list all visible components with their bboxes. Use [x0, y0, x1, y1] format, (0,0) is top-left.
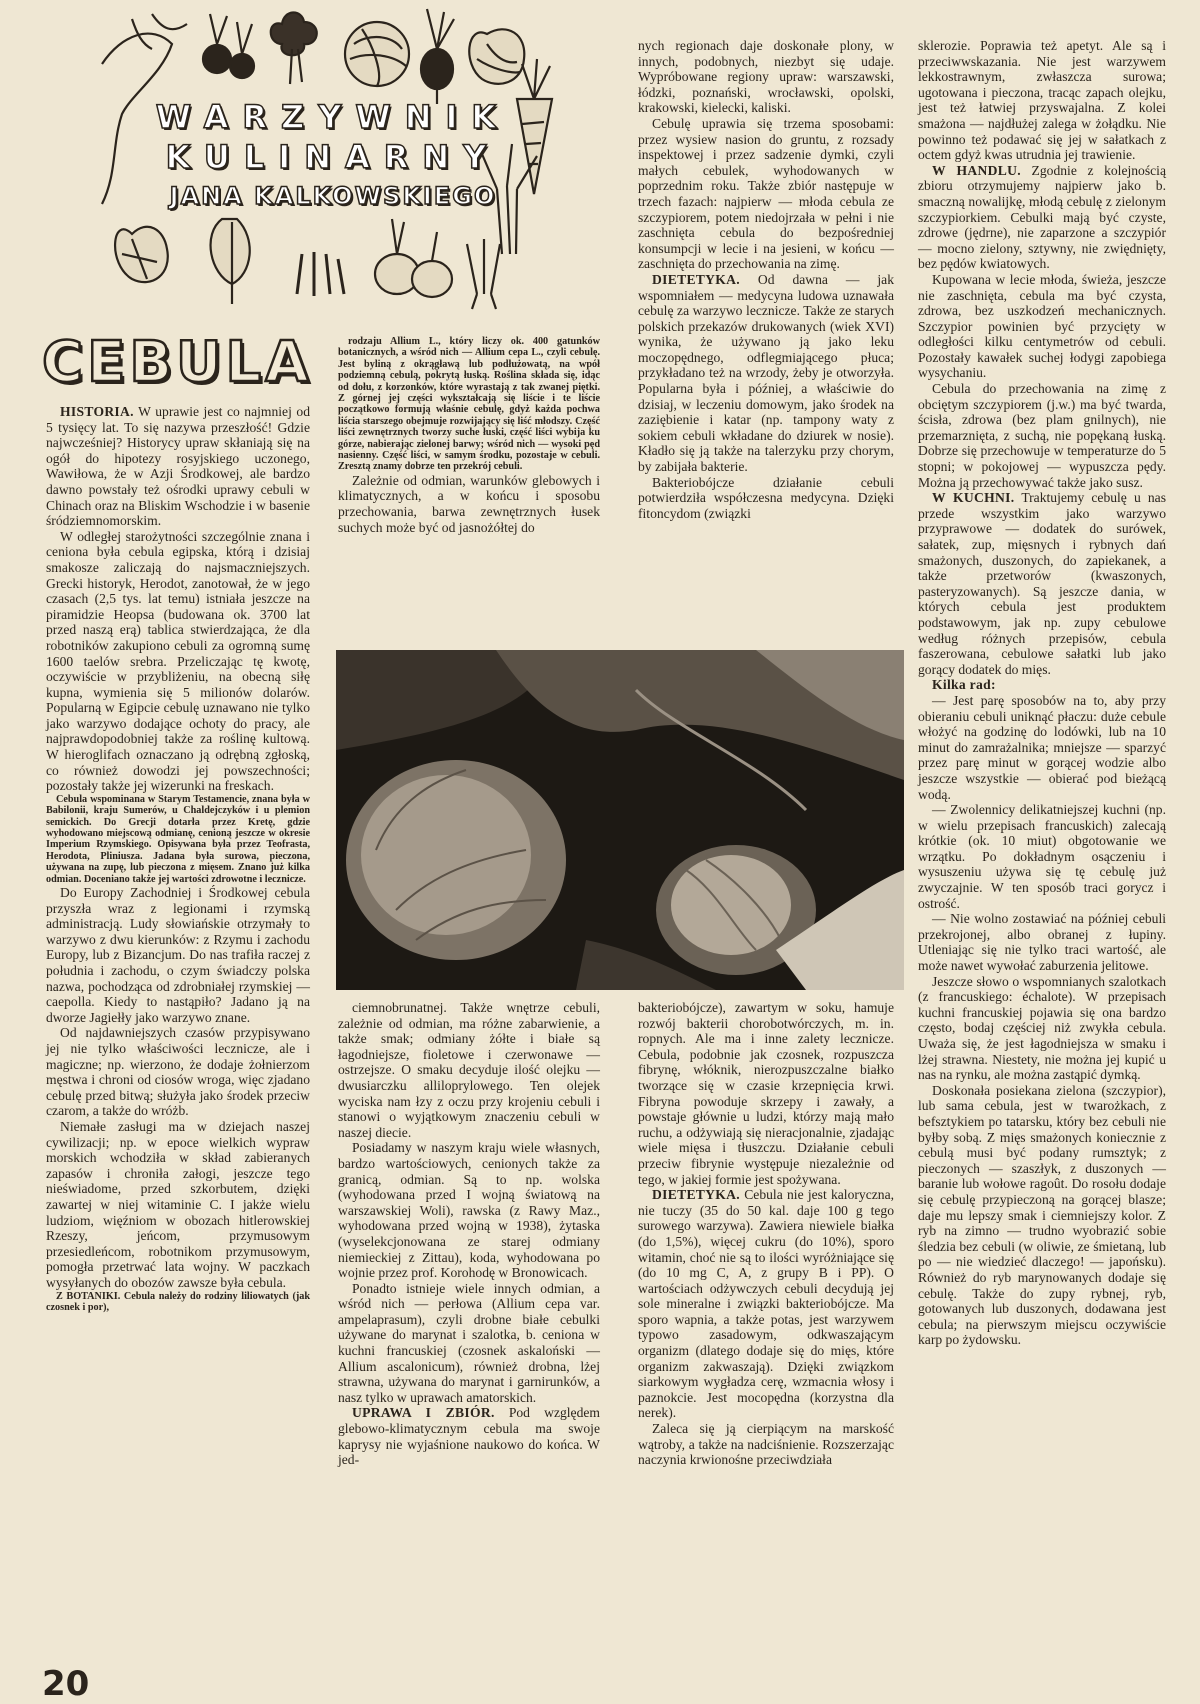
article-title: CEBULA	[42, 330, 313, 395]
column-1	[46, 404, 310, 1313]
paragraph: nych regionach daje doskonałe plony, w innych, podobnych, niezbyt się udaje. Wypróbowane regiony upraw: warszawski, łódzki, poznański, wrocławski, opolski, krakowski, kielecki, kaliski.	[638, 38, 894, 116]
paragraph: Bakteriobójcze działanie cebuli potwierdziła współczesna medycyna. Dzięki fitoncydom (związki	[638, 474, 894, 521]
column-2-bottom	[338, 1000, 600, 1468]
paragraph: Zgodnie z kolejnością zbioru otrzymujemy najpierw jako b. smaczną nowalijkę, młodą cebulę z zielonym szczypiorkiem. Cebulki mają być czyste, zdrowe (jędrne), nie zaparzone a szczypiór — mocno zielony, sztywny, nie zwiędnięty, bez pędów kwiatowych.	[918, 162, 1166, 272]
paragraph: Kupowana w lecie młoda, świeża, jeszcze nie zaschnięta, cebula ma być czysta, zdrowa, bez uszkodzeń mechanicznych. Szczypior powinien być przycięty w odległości kilku centymetrów od cebuli. Pozostały kawałek suchej łodygi zapobiega wysychaniu.	[918, 271, 1166, 381]
paragraph: Niemałe zasługi ma w dziejach naszej cywilizacji; np. w epoce wielkich wypraw morskich wchodziła w skład zabieranych zapasów i chroniła załogi, jeszcze tego nieświadome, przed szkorbutem, dzięki zawartej w niej witaminie C. I jakże wielu ludziom, więźniom w obozach hitlerowskiej Rzeszy, jeńcom, przymusowym przesiedleńcom, robotnikom przymusowym, pomogła przetrwać lata wojny. W paczkach wysyłanych do obozów zawsze była cebula.	[46, 1119, 310, 1290]
small-paragraph: Z BOTANIKI. Cebula należy do rodziny liliowatych (jak czosnek i por),	[46, 1290, 310, 1313]
paragraph: W uprawie jest co najmniej od 5 tysięcy lat. To się nazywa przeszłość! Gdzie najwcześniej? Historycy upraw skłaniają się na ogół do hipotezy rosyjskiego uczonego, Wawiłowa, że w Azji Środkowej, ale bardzo dawno powstały też ośrodki uprawy cebuli w Chinach oraz na Bliskim Wschodzie i w basenie śródziemnomorskim.	[46, 404, 310, 529]
masthead-line2: KULINARNY	[165, 138, 501, 176]
section-lead-dietetyka: DIETETYKA.	[652, 1187, 740, 1203]
paragraph: — Zwolennicy delikatniejszej kuchni (np. w wielu przepisach francuskich) zalecają krótkie (ok. 10 miut) obgotowanie we wrzątku. Po dokładnym osączeniu i wysuszeniu używa się tę cebulę już zwyczajnie. W ten sposób traci gorycz i ostrość.	[918, 802, 1166, 911]
page-number: 20	[42, 1664, 90, 1704]
column-3-bottom	[638, 1000, 894, 1468]
masthead-line3: JANA KALKOWSKIEGO	[169, 182, 497, 210]
paragraph: — Nie wolno zostawiać na później cebuli przekrojonej, albo obranej z łupiny. Utleniając się nie tylko traci wartość, ale może nawet wywołać zaburzenia jelitowe.	[918, 911, 1166, 974]
masthead	[148, 98, 518, 210]
paragraph: bakteriobójcze), zawartym w soku, hamuje rozwój bakterii chorobotwórczych, m. in. ropnych. Ale ma i inne zalety lecznicze. Cebula, podobnie jak czosnek, rozpuszcza fibrynę, włóknik, nierozpuszczalne białko tworzące się w czasie krzepnięcia krwi. Fibryna powoduje skrzepy i zawały, a powstaje głównie u ludzi, którzy mają mało ruchu, a odżywiają się nieracjonalnie, zjadając wiele mięsa i tłuszczu. Działanie cebuli przeciw fibrynie występuje niezależnie od tego, w jakiej formie jest spożywana.	[638, 1000, 894, 1187]
paragraph: Do Europy Zachodniej i Środkowej cebula przyszła wraz z legionami i rzymską administracją. Ludy słowiańskie otrzymały to warzywo z dwu kierunków: z Rzymu i zachodu Europy, lub z Bizancjum. Do nas trafiła raczej z południa i zachodu, o czym świadczy polska nazwa, pochodząca od zdrobniałej rzymskiej — caepolla. Kiedy to nastąpiło? Jadano ją na dworze Jagiełły jako warzywo znane.	[46, 885, 310, 1025]
paragraph: W odległej starożytności szczególnie znana i ceniona była cebula egipska, którą i dzisiaj smakosze zaliczają do najsmaczniejszych. Grecki historyk, Herodot, zanotował, że w jego czasach (2,5 tys. lat temu) istniała jeszcze na piramidzie Heopsa (budowana ok. 3700 lat przed naszą erą) tablica stwierdzająca, że dla robotników zakupiono cebuli za ogromną sumę 1600 taelów srebra. Przeliczając tę kwotę, oczywiście w przybliżeniu, na obecną siłę kupna, wymienia się 5 milionów dolarów. Popularną w Egipcie cebulę uznawano nie tylko jako warzywo dodające ochoty do pracy, ale najprawdopodobniej także za roślinę kultową. W hieroglifach oznaczano ją odrębną zgłoską, co również dowodzi jej powszechności; pozostały także jej wizerunki na freskach.	[46, 528, 310, 794]
paragraph: Pod względem glebowo-klimatycznym cebula ma swoje kaprysy nie wyjaśnione naukowo do końca. W jed-	[338, 1405, 600, 1468]
section-lead-dietetyka: DIETETYKA.	[652, 271, 740, 287]
paragraph: Ponadto istnieje wiele innych odmian, a wśród nich — perłowa (Allium cepa var. ampelaprasum), czyli drobne białe cebulki używane do marynat i szalotka, b. ceniona w kuchni francuskiej (czosnek askaloński — Allium ascalonicum), również drobna, lżej strawna, używana do marynat i garnirunków, a nasz tylko w uprawach amatorskich.	[338, 1280, 600, 1405]
paragraph: Cebula do przechowania na zimę z obciętym szczypiorem (j.w.) ma być twarda, ścisła, zdrowa (bez plam gnilnych), nie przemarznięta, z suchą, nie popękaną łuską. Dobrze się przechowuje w temperaturze do 5 stopni; w pokojowej — wypuszcza pędy. Można ją przechowywać także jako susz.	[918, 381, 1166, 490]
column-4	[918, 38, 1166, 1348]
small-paragraph: Cebula wspominana w Starym Testamencie, znana była w Babilonii, kraju Sumerów, u Chaldejczyków i u plemion semickich. Do Grecji dotarła przez Kretę, gdzie wyhodowano miejscową odmianę, cenioną jeszcze w okresie Imperium Rzymskiego. Opisywana była przez Teofrasta, Herodota, Pliniusza. Jadana była surowa, pieczona, używana na zupę, lub pieczona z mięsem. Znano już kilka odmian. Doceniano także jej wartości zdrowotne i lecznicze.	[46, 793, 310, 885]
paragraph: Zależnie od odmian, warunków glebowych i klimatycznych, a w końcu i sposobu przechowania, barwa zewnętrznych łusek suchych może być od jasnożółtej do	[338, 472, 600, 535]
masthead-line1: WARZYWNIK	[155, 98, 511, 136]
section-lead-uprawa: UPRAWA I ZBIÓR.	[352, 1405, 495, 1421]
column-3-top	[638, 38, 894, 521]
section-lead-kuchni: W KUCHNI.	[932, 490, 1015, 506]
paragraph: Zaleca się ją cierpiącym na marskość wątroby, a także na nadciśnienie. Rozszerzając naczynia krwionośne przeciwdziała	[638, 1421, 894, 1468]
small-paragraph: rodzaju Allium L., który liczy ok. 400 gatunków botanicznych, a wśród nich — Allium cepa L., czyli cebulę. Jest byliną z okrągławą lub podłużowatą, na wpół podziemną cebulą, pokrytą łuską. Roślina składa się, idąc od dołu, z korzonków, które wyrastają z tak zwanej piętki. Z górnej jej części wykształcają się liście i te liście początkowo formują właśnie cebulę, gdyż każda pochwa liścia starszego obejmuje rozwijający się liść młodszy. Część liści zewnętrznych tworzy suche łuski, część liści wybija ku górze, nabierając zielonej barwy; wśród nich — wysoki pęd nasienny. Część liści, w samym środku, pozostaje w cebuli. Zresztą znamy dobrze ten przekrój cebuli.	[338, 336, 600, 473]
column-2-top	[338, 336, 600, 535]
paragraph: Cebula nie jest kaloryczna, nie tuczy (35 do 50 kal. daje 100 g tego surowego warzywa). Zawiera niewiele białka (do 1,5%), więcej cukru (do 10%), sporo witamin, choć nie są to ilości wyróżniające się (do 10 mg C, A, z grupy B i PP). O wartościach odżywczych cebuli decydują jej sole mineralne i związki bakteriobójcze. Ma sporo wapnia, a także potas, jest warzywem typowo zasadowym, odkwaszającym organizm (dlatego dodaje się do mięs, które organizm zakwaszają). Dzięki związkom siarkowym wygładza cerę, wzmacnia włosy i paznokcie. Jest mocopędna (korzystna dla nerek).	[638, 1187, 894, 1421]
section-lead-historia: HISTORIA.	[60, 404, 134, 419]
onion-photo	[336, 650, 904, 990]
section-lead-handlu: W HANDLU.	[932, 162, 1021, 178]
paragraph: Od najdawniejszych czasów przypisywano jej nie tylko właściwości lecznicze, ale i magiczne; np. wierzono, że dodaje żołnierzom męstwa i chroni od ciosów wroga, więc zjadano cebulę przed bitwą; służyła jako środek przeciw czarom, a także do wróżb.	[46, 1025, 310, 1119]
section-lead-rady: Kilka rad:	[932, 677, 996, 693]
paragraph: Jeszcze słowo o wspomnianych szalotkach (z francuskiego: échalote). W przepisach kuchni francuskiej pojawia się ona bardzo często, bodaj częściej niż zwykła cebula. Uważa się, że jest łagodniejsza w smaku i lżej strawna. Niestety, nie można jej kupić u nas na rynku, ale można zastąpić dymką.	[918, 973, 1166, 1083]
paragraph: — Jest parę sposobów na to, aby przy obieraniu cebuli uniknąć płaczu: duże cebule włożyć na godzinę do lodówki, lub na 10 minut do zamrażalnika; mniejsze — sparzyć przez parę minut w gorącej wodzie albo jeszcze wszystkie — obierać pod bieżącą wodą.	[918, 692, 1166, 802]
paragraph: sklerozie. Poprawia też apetyt. Ale są i przeciwwskazania. Nie jest warzywem lekkostrawnym, zwłaszcza surowa; ugotowana i pieczona, tracąc zapach olejku, jest też łatwiej przyswajalna. Z kolei smażona — najdłużej zalega w żołądku. Nie powinno też podawać się jej w sałatkach z octem gdyż kwas utrudnia jej trawienie.	[918, 38, 1166, 163]
paragraph: Traktujemy cebulę u nas przede wszystkim jako warzywo przyprawowe — dodatek do surówek, sałatek, zup, mięsnych i rybnych dań smażonych, duszonych, do zapiekanek, a także przetworów (kwaszonych, pasteryzowanych). Są jeszcze dania, w których cebula jest produktem podstawowym, jak np. zupy cebulowe według różnych przepisów, cebula faszerowana, cebulowe sałatki lub jako gorący dodatek do mięs.	[918, 490, 1166, 677]
paragraph: ciemnobrunatnej. Także wnętrze cebuli, zależnie od odmian, ma różne zabarwienie, a także smak; odmiany żółte i białe są łagodniejsze, fioletowe i czerwonawe — ostrzejsze. O smaku decyduje ilość olejku — dwusiarczku alliloprylowego. Ten olejek wyciska nam łzy z oczu przy krojeniu cebuli i stanowi o wyjątkowym znaczeniu cebuli w naszej diecie.	[338, 1000, 600, 1140]
paragraph: Posiadamy w naszym kraju wiele własnych, bardzo wartościowych, cenionych także za granicą, odmian. Są to np. wolska (wyhodowana przed I wojną światową na warszawskiej Woli), rawska (z Rawy Maz., wyhodowana przed wojną w 1938), żytaska (wyselekcjonowana ze starej odmiany niemieckiej z Zittau), koda, wyhodowana po wojnie przez prof. Korohodę w Bronowicach.	[338, 1140, 600, 1281]
paragraph: Od dawna — jak wspomniałem — medycyna ludowa uznawała cebulę za warzywo lecznicze. Także ze starych polskich przekazów drukowanych (wiek XVI) wynika, że używano ją jako leku moczopędnego, odflegmiającego płuca; przykładano też na wrzody, żeby je otworzyła. Popularna była i później, a właściwie do dzisiaj, w leczeniu domowym, jako środek na zaziębienie i katar (np. tampony waty z sokiem cebuli wkładane do dziurek w nosie). Kładło się ją także na talerzyku przy chorym, by zabijała bakterie.	[638, 271, 894, 475]
paragraph: Cebulę uprawia się trzema sposobami: przez wysiew nasion do gruntu, z rozsady inspektowej i przez sadzenie dymki, czyli małych cebulek, wyhodowanych w poprzednim roku. Także zbiór następuje w trzech fazach: najpierw — młoda cebula ze szczypiorem, potem niedojrzała w pełni i nie zaschnięta cebula do bezpośredniej konsumpcji w lecie i na jesieni, w końcu — zaschnięta do przechowania na zimę.	[638, 115, 894, 272]
paragraph: Doskonała posiekana zielona (szczypior), lub sama cebula, jest w twarożkach, z befsztykiem po tatarsku, który bez cebuli nie byłby sobą. Z mięs smażonych koniecznie z cebulą musi być podany rumsztyk; z pieczonych — szaszłyk, z duszonych — baranie lub wołowe ragoût. Do rosołu dodaje się cebulę przypieczoną na gorącej blasze; daje mu lepszy smak i ciemniejszy kolor. Z ryb na zimno — trudno wyobrazić sobie śledzia bez cebuli (w oliwie, ze śmietaną, lub po — nie wiedzieć dlaczego! — japońsku). Również do ryb marynowanych dodaje się cebulę. Także do zupy rybnej, ryb, gotowanych lub duszonych, dodawana jest cebula; na pierwszym miejscu oczywiście karp po żydowsku.	[918, 1082, 1166, 1348]
